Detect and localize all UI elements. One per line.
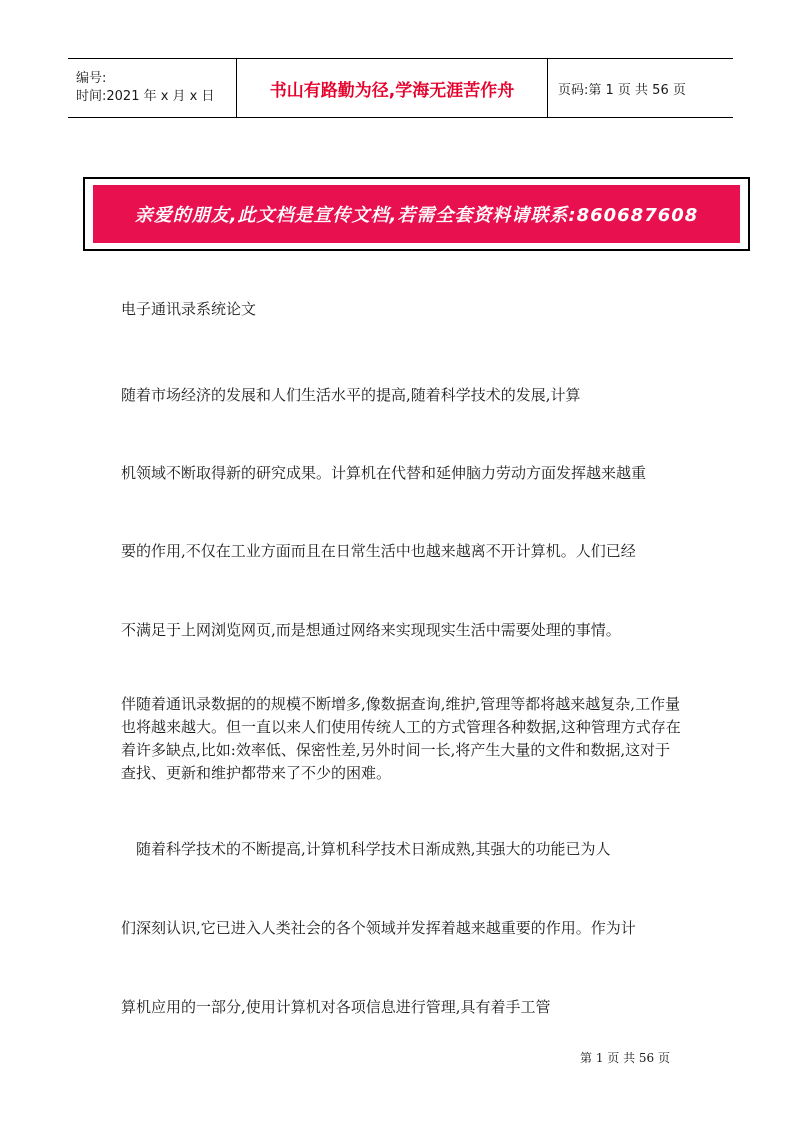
body-line: 算机应用的一部分,使用计算机对各项信息进行管理,具有着手工管 xyxy=(121,998,551,1016)
body-paragraph: 伴随着通讯录数据的的规模不断增多,像数据查询,维护,管理等都将越来越复杂,工作量也将越来越大。但一直以来人们使用传统人工的方式管理各种数据,这种管理方式存在着许多缺点,比如:效率低、保密性差,另外时间一长,将产生大量的文件和数据,这对于查找、更新和维护都带来了不少的困难。 xyxy=(121,695,681,782)
header-meta-cell xyxy=(68,59,237,117)
document-number-label: 编号: xyxy=(76,71,107,86)
body-line: 们深刻认识,它已进入人类社会的各个领域并发挥着越来越重要的作用。作为计 xyxy=(121,919,636,937)
body-line: 不满足于上网浏览网页,而是想通过网络来实现现实生活中需要处理的事情。 xyxy=(121,621,621,639)
document-title: 电子通讯录系统论文 xyxy=(121,300,257,318)
promo-banner-frame xyxy=(83,177,750,251)
document-date-label: 时间:2021 年 x 月 x 日 xyxy=(76,89,215,104)
page-footer: 第 1 页 共 56 页 xyxy=(580,1051,670,1065)
header-motto: 书山有路勤为径,学海无涯苦作舟 xyxy=(237,59,548,117)
body-line: 要的作用,不仅在工业方面而且在日常生活中也越来越离不开计算机。人们已经 xyxy=(121,542,636,560)
body-line: 随着科学技术的不断提高,计算机科学技术日渐成熟,其强大的功能已为人 xyxy=(136,840,611,858)
body-line: 机领域不断取得新的研究成果。计算机在代替和延伸脑力劳动方面发挥越来越重 xyxy=(121,464,647,482)
header-page-number: 页码:第 1 页 共 56 页 xyxy=(558,82,686,98)
body-line: 随着市场经济的发展和人们生活水平的提高,随着科学技术的发展,计算 xyxy=(121,386,581,404)
promo-banner: 亲爱的朋友,此文档是宣传文档,若需全套资料请联系:860687608 xyxy=(93,185,740,243)
page-header xyxy=(68,58,733,118)
